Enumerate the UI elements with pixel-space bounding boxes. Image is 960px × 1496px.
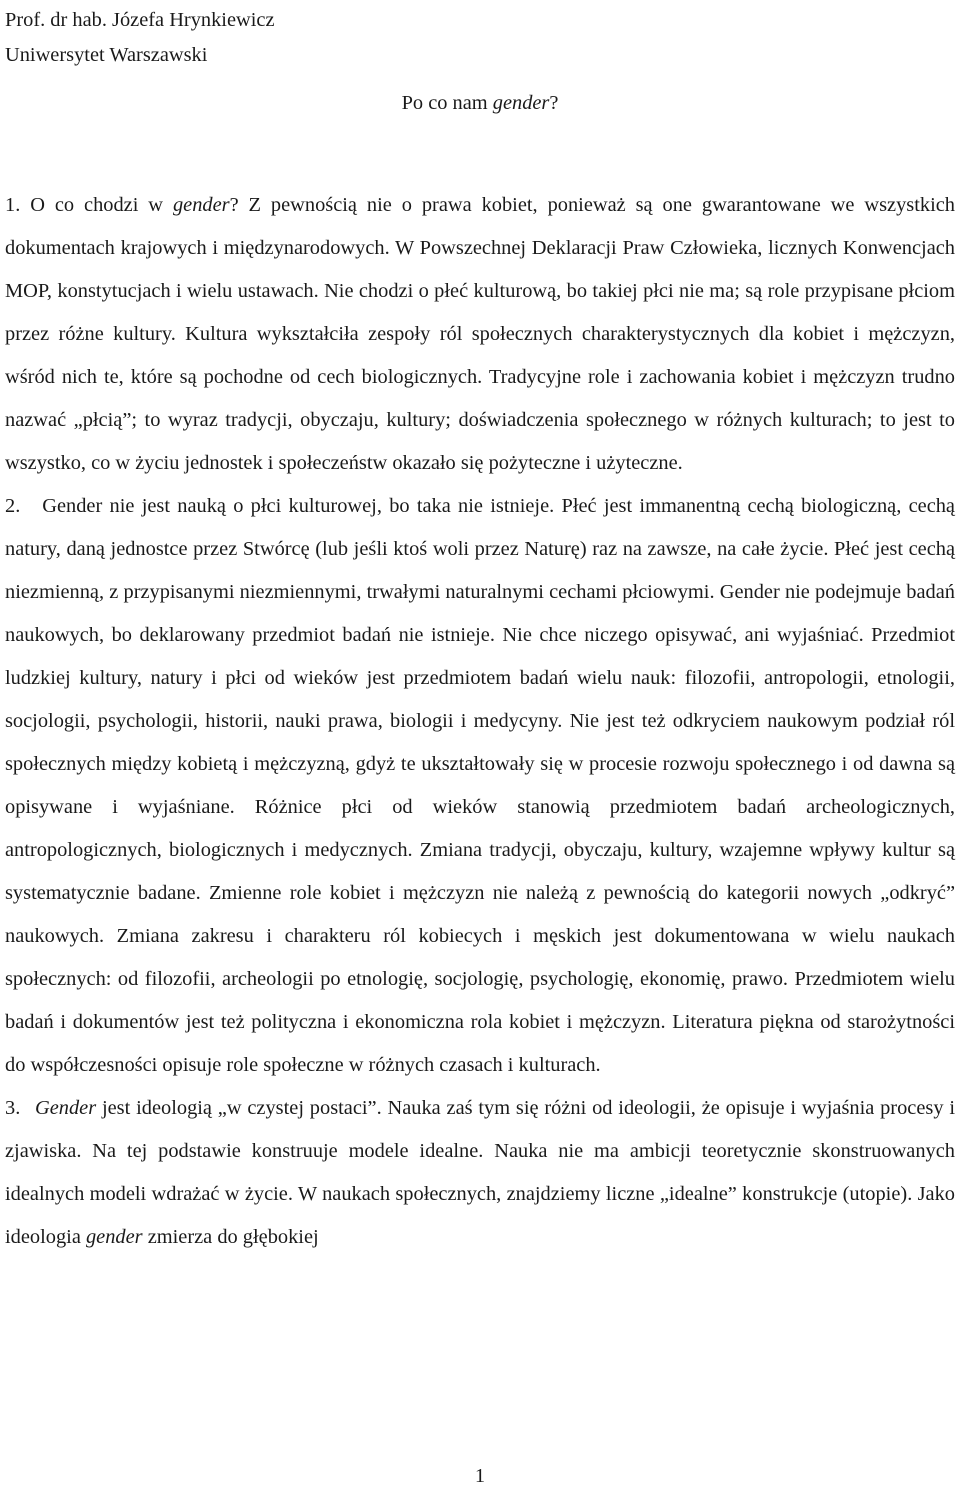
section-3-run-4: gender [85, 1226, 143, 1248]
section-1-run-1: O co chodzi w [20, 194, 173, 216]
section-3 [5, 1087, 955, 1259]
section-2-number: 2. [5, 495, 21, 517]
document-title [0, 83, 960, 123]
section-1-run-3: ? Z pewnością nie o prawa kobiet, ponieważ są one gwarantowane we wszystkich dokumentach krajowych i międzynarodowych. W Powszechnej Deklaracji Praw Człowieka, licznych Konwencjach MOP, konstytucjach i wielu ustawach. Nie chodzi o płeć kulturową, bo takiej płci nie ma; są role przypisane płciom przez różne kultury. Kultura wykształciła zespoły ról społecznych charakterystycznych dla kobiet i mężczyzn, wśród nich te, które są pochodne od cech biologicznych. Tradycyjne role i zachowania kobiet i mężczyzn trudno nazwać „płcią”; to wyraz tradycji, obyczaju, kultury; doświadczenia społecznego w różnych kulturach; to jest to wszystko, co w życiu jednostek i społeczeństw okazało się pożyteczne i użyteczne. [5, 194, 955, 474]
section-1-run-2: gender [172, 194, 230, 216]
section-2 [5, 485, 955, 1087]
document-body [5, 184, 955, 1259]
section-2-run-1: Gender nie jest nauką o płci kulturowej, bo taka nie istnieje. Płeć jest immanentną cechą biologiczną, cechą natury, daną jednostce przez Stwórcę (lub jeśli ktoś woli przez Naturę) raz na zawsze, na całe życie. Płeć jest cechą niezmienną, z przypisanymi niezmiennymi, trwałymi naturalnymi cechami płciowymi. Gender nie podejmuje badań naukowych, bo deklarowany przedmiot badań nie istnieje. Nie chce niczego opisywać, ani wyjaśniać. Przedmiot ludzkiej kultury, natury i płci od wieków jest przedmiotem badań wielu nauk: filozofii, antropologii, etnologii, socjologii, psychologii, historii, nauki prawa, biologii i medycyny. Nie jest też odkryciem naukowym podział ról społecznych między kobietą i mężczyzną, gdyż te ukształtowały się w procesie rozwoju społecznego i od dawna są opisywane i wyjaśniane. Różnice płci od wieków stanowią przedmiotem badań archeologicznych, antropologicznych, biologicznych i medycznych. Zmiana tradycji, obyczaju, kultury, wzajemne wpływy kultur są systematycznie badane. Zmienne role kobiet i mężczyzn nie należą z pewnością do kategorii nowych „odkryć” naukowych. Zmiana zakresu i charakteru ról kobiecych i męskich jest dokumentowana w wielu naukach społecznych: od filozofii, archeologii po etnologię, socjologię, psychologię, ekonomię, prawo. Przedmiotem wielu badań i dokumentów jest też polityczna i ekonomiczna rola kobiet i mężczyzn. Literatura piękna od starożytności do współczesności opisuje role społeczne w różnych czasach i kulturach. [5, 495, 955, 1076]
title-text-after: ? [549, 92, 559, 114]
section-3-run-2: Gender [35, 1097, 97, 1119]
section-3-run-5: zmierza do głębokiej [142, 1226, 319, 1248]
section-1-number: 1. [5, 194, 21, 216]
author-name: Prof. dr hab. Józefa Hrynkiewicz [5, 9, 275, 31]
section-3-number: 3. [5, 1097, 21, 1119]
title-text-before: Po co nam [401, 92, 493, 114]
section-3-run-3: jest ideologią „w czystej postaci”. Nauka zaś tym się różni od ideologii, że opisuje i wyjaśnia procesy i zjawiska. Na tej podstawie konstruuje modele idealne. Nauka nie ma ambicji teoretycznie skonstruowanych idealnych modeli wdrażać w życie. W naukach społecznych, znajdziemy liczne „idealne” konstrukcje (utopie). Jako ideologia [5, 1097, 955, 1248]
section-1 [5, 184, 955, 485]
author-affiliation: Uniwersytet Warszawski [5, 44, 208, 66]
title-text-italic: gender [492, 92, 550, 114]
page-number: 1 [474, 1465, 486, 1487]
